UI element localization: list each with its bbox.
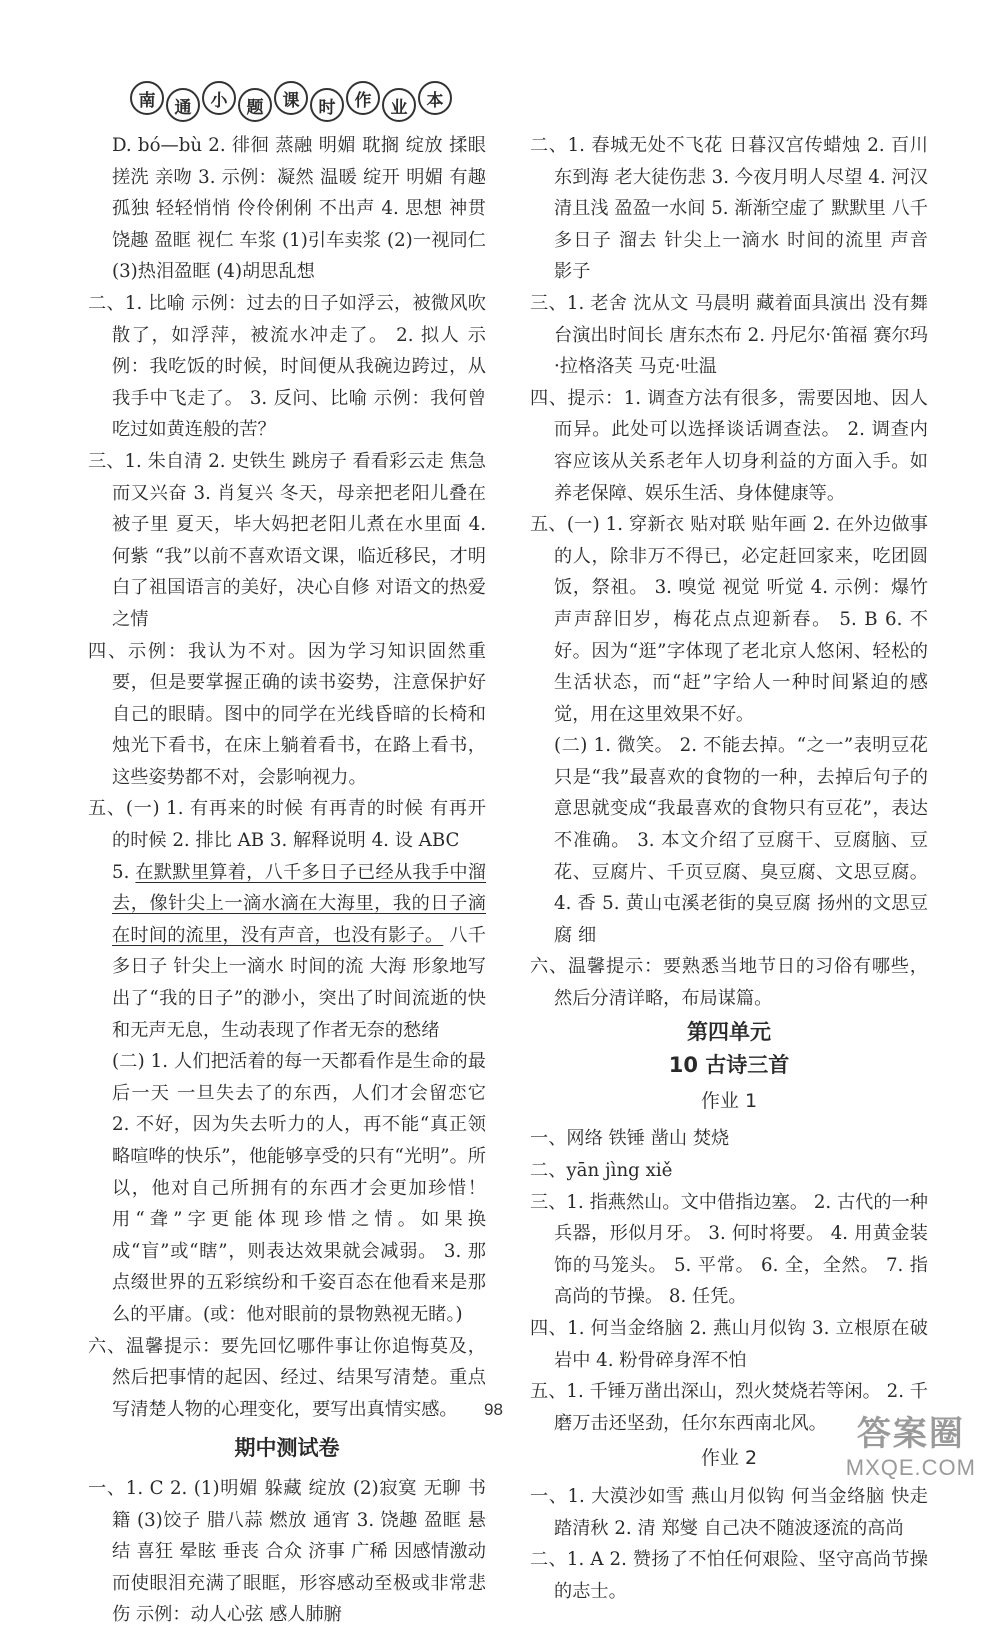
answer-text: 八千多日子 针尖上一滴水 时间的流 大海 形象地写出了“我的日子”的渺小，突出了时间流逝的快和无声无息，生动表现了作者无奈的愁绪: [112, 924, 486, 1041]
section-heading: 第四单元: [687, 1019, 771, 1044]
watermark-url: MXQE.COM: [845, 1455, 976, 1480]
section-heading: 期中测试卷: [234, 1436, 340, 1461]
section-heading: 四、1. 何当金络脑 2. 燕山月似钩 3. 立根原在破岩中 4. 粉骨碎身浑不怕: [530, 1317, 928, 1371]
answer-text: D. bó—bù 2. 徘徊 蒸融 明媚 耽搁 绽放 揉眼 搓洗 亲吻 3. 示例：凝然 温暖 绽开 明媚 有趣 孤独 轻轻悄悄 伶伶俐俐 不出声 4. 思想 神贯 饶趣 盈眶 视仁 车浆 (1)引车卖浆 (2)一视同仁 (3)热泪盈眶 (4)胡思乱想: [112, 135, 486, 283]
answer-paragraph: [88, 857, 486, 1047]
right-column: [530, 130, 928, 1607]
answer-paragraph: [88, 1046, 486, 1330]
section-heading: 五、(一) 1. 穿新衣 贴对联 贴年画 2. 在外边做事的人，除非万不得已，必定赶回家来，吃团圆饭，祭祖。 3. 嗅觉 视觉 听觉 4. 示例：爆竹声声辞旧岁，梅花点点迎新春。 5. B 6. 不好。因为“逛”字体现了老北京人悠闲、轻松的生活状态，而“赶”字给人一种时间紧迫的感觉，用在这里效果不好。: [530, 514, 928, 725]
logo-char: 时: [310, 88, 344, 122]
underlined-answer: 在默默里算着，八千多日子已经从我手中溜去，像针尖上一滴水滴在大海里，我的日子滴在时间的流里，没有声音，也没有影子。: [112, 861, 486, 946]
section-heading: 作业 2: [700, 1447, 758, 1470]
page-number: 98: [484, 1400, 503, 1419]
logo-char: 题: [238, 88, 272, 122]
watermark: [846, 1406, 976, 1481]
section-heading: 三、1. 朱自清 2. 史铁生 跳房子 看看彩云走 焦急而又兴奋 3. 肖复兴 冬天，母亲把老阳儿叠在被子里 夏天，毕大妈把老阳儿煮在水里面 4. 何紫 “我”以前不喜欢语文课，临近移民，才明白了祖国语言的美好，决心自修 对语文的热爱之情: [88, 450, 486, 630]
answer-paragraph: [88, 130, 486, 288]
book-series-logo: [130, 80, 452, 122]
section-heading: 一、网络 铁锤 凿山 焚烧: [530, 1128, 730, 1150]
section-heading: 五、1. 千锤万凿出深山，烈火焚烧若等闲。 2. 千磨万击还坚劲，任尔东西南北风。: [530, 1381, 928, 1434]
section-heading: 四、示例：我认为不对。因为学习知识固然重要，但是要掌握正确的读书姿势，注意保护好自己的眼睛。图中的同学在光线昏暗的长椅和烛光下看书，在床上躺着看书，在路上看书，这些姿势都不对，会影响视力。: [88, 640, 486, 788]
section-heading: 二、1. 比喻 示例：过去的日子如浮云，被微风吹散了，如浮萍，被流水冲走了。 2. 拟人 示例：我吃饭的时候，时间便从我碗边跨过，从我手中飞走了。 3. 反问、比喻 示例：我何曾吃过如黄连般的苦？: [88, 292, 486, 441]
section-heading: 作业 1: [700, 1089, 758, 1112]
logo-char: 本: [418, 81, 452, 115]
section-heading: 三、1. 指燕然山。文中借指边塞。 2. 古代的一种兵器，形似月牙。 3. 何时将要。 4. 用黄金装饰的马笼头。 5. 平常。 6. 全，全然。 7. 指高尚的节操。 8. 任凭。: [530, 1191, 928, 1308]
section-heading: 三、1. 老舍 沈从文 马晨明 藏着面具演出 没有舞台演出时间长 唐东杰布 2. 丹尼尔·笛福 赛尔玛·拉格洛芙 马克·吐温: [530, 292, 928, 378]
logo-char: 小: [202, 81, 236, 115]
section-heading: 四、提示：1. 调查方法有很多，需要因地、因人而异。此处可以选择谈话调查法。 2. 调查内容应该从关系老年人切身利益的方面入手。如养老保障、娱乐生活、身体健康等。: [530, 387, 928, 504]
section-heading: 10 古诗三首: [668, 1053, 790, 1078]
section-heading: 二、1. A 2. 赞扬了不怕任何艰险、坚守高尚节操的志士。: [530, 1549, 928, 1602]
logo-char: 南: [130, 81, 164, 115]
section-heading: 一、1. 大漠沙如雪 燕山月似钩 何当金络脑 快走踏清秋 2. 清 郑燮 自己决不随波逐流的高尚: [530, 1485, 928, 1539]
section-heading: 六、温馨提示：要先回忆哪件事让你追悔莫及，然后把事情的起因、经过、结果写清楚。重点写清楚人物的心理变化，要写出真情实感。: [88, 1335, 486, 1420]
logo-char: 业: [382, 88, 416, 122]
left-column: [88, 130, 486, 1631]
logo-char: 课: [274, 81, 308, 115]
section-heading: 五、(一) 1. 有再来的时候 有再青的时候 有再开的时候 2. 排比 AB 3. 解释说明 4. 设 ABC: [88, 798, 486, 852]
answer-text: 5.: [112, 861, 136, 883]
answer-text: (二) 1. 微笑。 2. 不能去掉。“之一”表明豆花只是“我”最喜欢的食物的一种，去掉后句子的意思就变成“我最喜欢的食物只有豆花”，表达不准确。 3. 本文介绍了豆腐干、豆腐脑、豆花、豆腐片、千页豆腐、臭豆腐、文思豆腐。 4. 香 5. 黄山屯溪老街的臭豆腐 扬州的文思豆腐 细: [554, 735, 928, 946]
logo-char: 通: [166, 88, 200, 122]
section-heading: 二、1. 春城无处不飞花 日暮汉宫传蜡烛 2. 百川东到海 老大徒伤悲 3. 今夜月明人尽望 4. 河汉清且浅 盈盈一水间 5. 渐渐空虚了 默默里 八千多日子 溜去 针尖上一滴水 时间的流里 声音 影子: [530, 135, 928, 283]
section-heading: 二、yān jìng xiě: [530, 1160, 673, 1181]
watermark-text: 答案圈: [856, 1415, 965, 1453]
section-heading: 六、温馨提示：要熟悉当地节日的习俗有哪些，然后分清详略，布局谋篇。: [530, 956, 928, 1010]
answer-text: (二) 1. 人们把活着的每一天都看作是生命的最后一天 一旦失去了的东西，人们才会留恋它 2. 不好，因为失去听力的人，再不能“真正领略喧哗的快乐”，他能够享受的只有“光明”。所以，他对自己所拥有的东西才会更加珍惜！用“聋”字更能体现珍惜之情。如果换成“盲”或“瞎”，则表达效果就会减弱。 3. 那点缀世界的五彩缤纷和千姿百态在他看来是那么的平庸。(或：他对眼前的景物熟视无睹。): [112, 1051, 486, 1325]
section-heading: 一、1. C 2. (1)明媚 躲藏 绽放 (2)寂寞 无聊 书籍 (3)饺子 腊八蒜 燃放 通宵 3. 饶趣 盈眶 悬结 喜狂 晕眩 垂丧 合众 济事 广稀 因感情激动而使眼泪充满了眼眶，形容感动至极或非常悲伤 示例：动人心弦 感人肺腑: [88, 1477, 486, 1626]
logo-char: 作: [346, 81, 380, 115]
answer-paragraph: [530, 730, 928, 951]
